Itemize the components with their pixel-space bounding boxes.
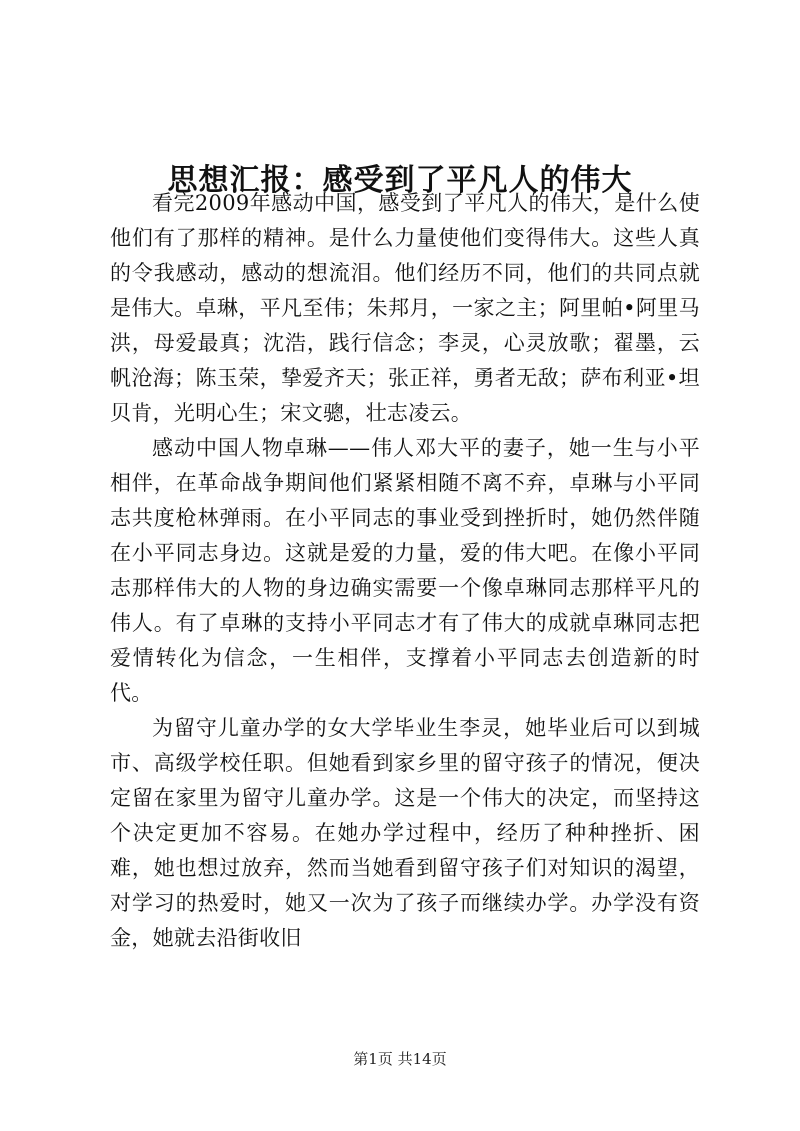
document-title: 思想汇报：感受到了平凡人的伟大 [167, 163, 633, 199]
paragraph-1: 看完2009年感动中国，感受到了平凡人的伟大，是什么使他们有了那样的精神。是什么力量使他们变得伟大。这些人真的令我感动，感动的想流泪。他们经历不同，他们的共同点就是伟大。卓琳，平凡至伟；朱邦月，一家之主；阿里帕•阿里马洪，母爱最真；沈浩，践行信念；李灵，心灵放歌；翟墨，云帆沧海；陈玉荣，挚爱齐天；张正祥，勇者无敌；萨布利亚•坦贝肯，光明心生；宋文骢，壮志凌云。 [110, 191, 700, 425]
paragraph-3: 为留守儿童办学的女大学毕业生李灵，她毕业后可以到城市、高级学校任职。但她看到家乡里的留守孩子的情况，便决定留在家里为留守儿童办学。这是一个伟大的决定，而坚持这个决定更加不容易。在她办学过程中，经历了种种挫折、困难，她也想过放弃，然而当她看到留守孩子们对知识的渴望，对学习的热爱时，她又一次为了孩子而继续办学。办学没有资金，她就去沿街收旧 [110, 716, 700, 950]
paragraph-2: 感动中国人物卓琳——伟人邓大平的妻子，她一生与小平相伴，在革命战争期间他们紧紧相随不离不弃，卓琳与小平同志共度枪林弹雨。在小平同志的事业受到挫折时，她仍然伴随在小平同志身边。这就是爱的力量，爱的伟大吧。在像小平同志那样伟大的人物的身边确实需要一个像卓琳同志那样平凡的伟人。有了卓琳的支持小平同志才有了伟大的成就卓琳同志把爱情转化为信念，一生相伴，支撑着小平同志去创造新的时代。 [110, 436, 700, 705]
page-number-footer: 第1页 共14页 [353, 1050, 447, 1068]
document-body [110, 186, 700, 956]
